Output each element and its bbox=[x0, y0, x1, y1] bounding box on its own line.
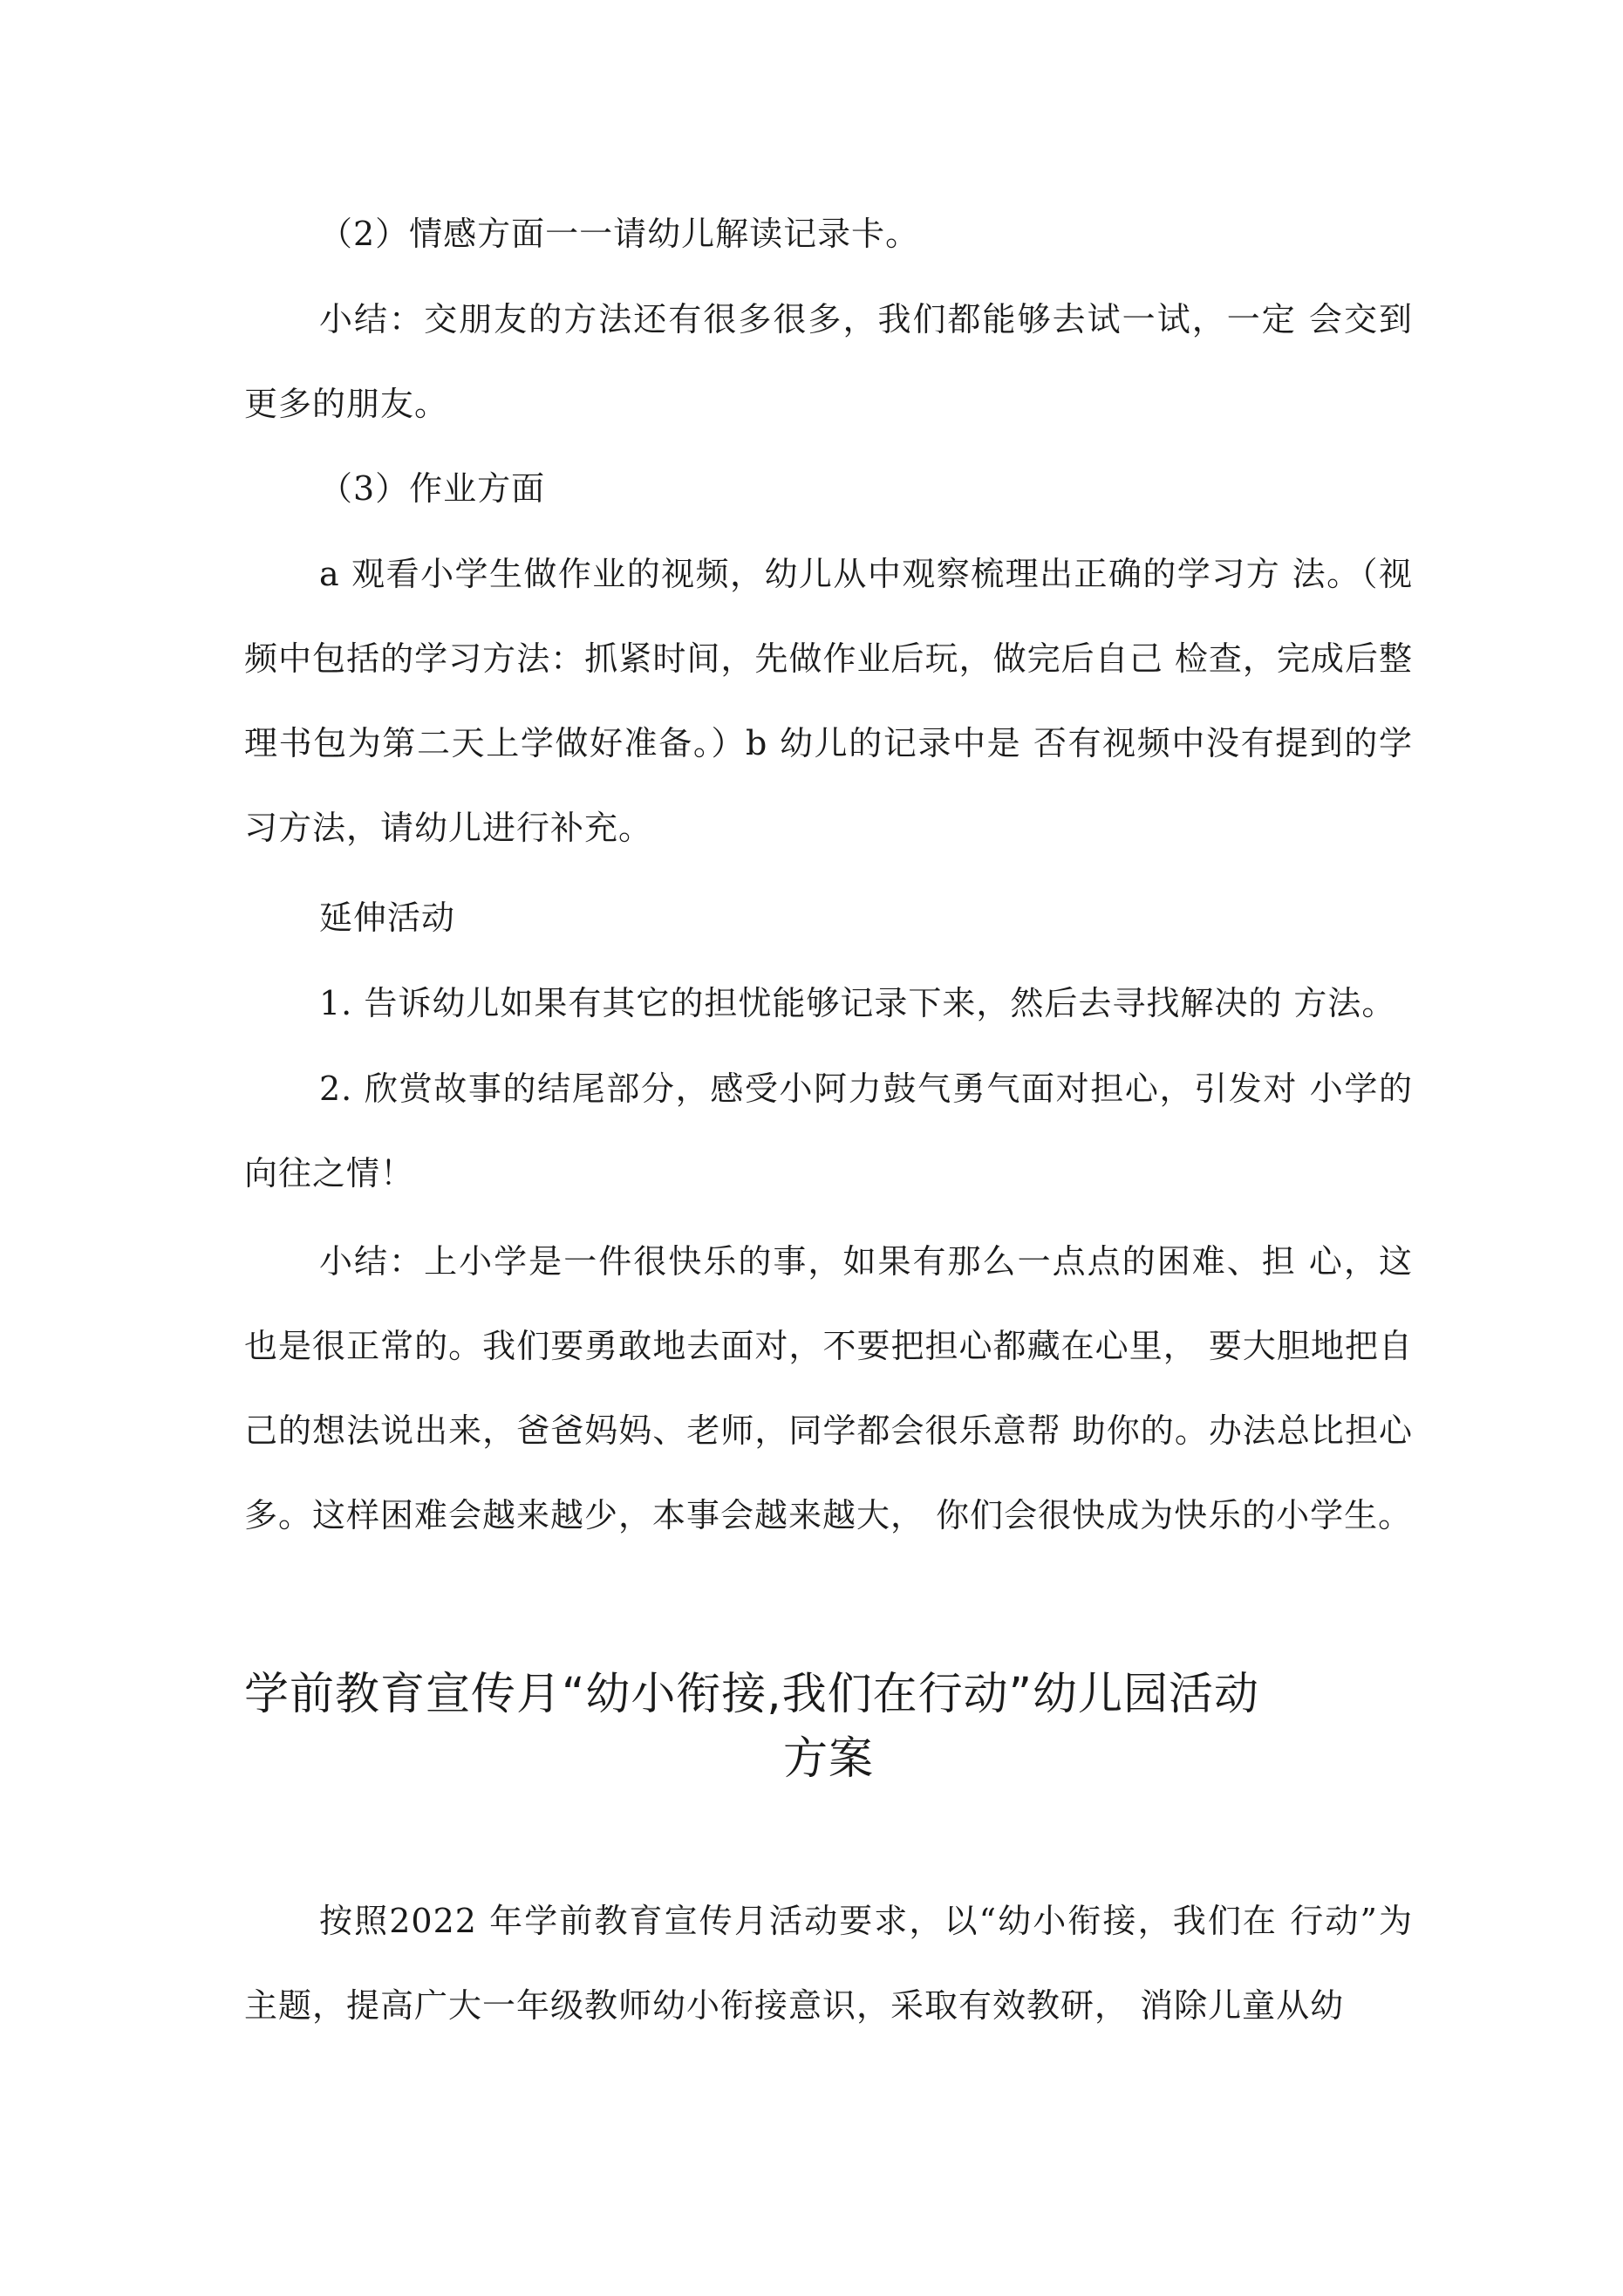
paragraph-homework-heading: （3）作业方面 bbox=[319, 469, 546, 508]
paragraph-extension-heading: 延伸活动 bbox=[319, 899, 456, 937]
paragraph-homework-video: a 观看小学生做作业的视频，幼儿从中观察梳理出正确的学习方 法。（视频中包括的学习方法：抓紧时间，先做作业后玩，做完后自己 检查，完成后整理书包为第二天上学做好准备。）b 幼儿的记录中是 否有视频中没有提到的学习方法，请幼儿进行补充。 bbox=[244, 555, 1413, 847]
document-title bbox=[244, 1663, 1413, 1792]
document-title-line-2: 方案 bbox=[782, 1733, 874, 1785]
paragraph-extension-item-1: 1. 告诉幼儿如果有其它的担忧能够记录下来，然后去寻找解决的 方法。 bbox=[319, 984, 1396, 1022]
paragraph-summary-school: 小结：上小学是一件很快乐的事，如果有那么一点点的困难、担 心，这也是很正常的。我们要勇敢地去面对，不要把担心都藏在心里， 要大胆地把自己的想法说出来，爸爸妈妈、老师，同学都会很乐意帮 助你的。办法总比担心多。这样困难会越来越少，本事会越来越大， 你们会很快成为快乐的小学生。 bbox=[244, 1242, 1413, 1534]
paragraph-extension-item-2: 2. 欣赏故事的结尾部分，感受小阿力鼓气勇气面对担心，引发对 小学的向往之情！ bbox=[244, 1069, 1413, 1192]
document-title-line-1: 学前教育宣传月“幼小衔接,我们在行动”幼儿园活动 bbox=[244, 1669, 1260, 1720]
paragraph-emotion-section: （2）情感方面一一请幼儿解读记录卡。 bbox=[319, 215, 920, 253]
paragraph-summary-friends: 小结：交朋友的方法还有很多很多，我们都能够去试一试，一定 会交到更多的朋友。 bbox=[244, 300, 1413, 423]
paragraph-intro: 按照2022 年学前教育宣传月活动要求，以“幼小衔接，我们在 行动”为主题，提高广大一年级教师幼小衔接意识，采取有效教研， 消除儿童从幼 bbox=[244, 1902, 1413, 2025]
